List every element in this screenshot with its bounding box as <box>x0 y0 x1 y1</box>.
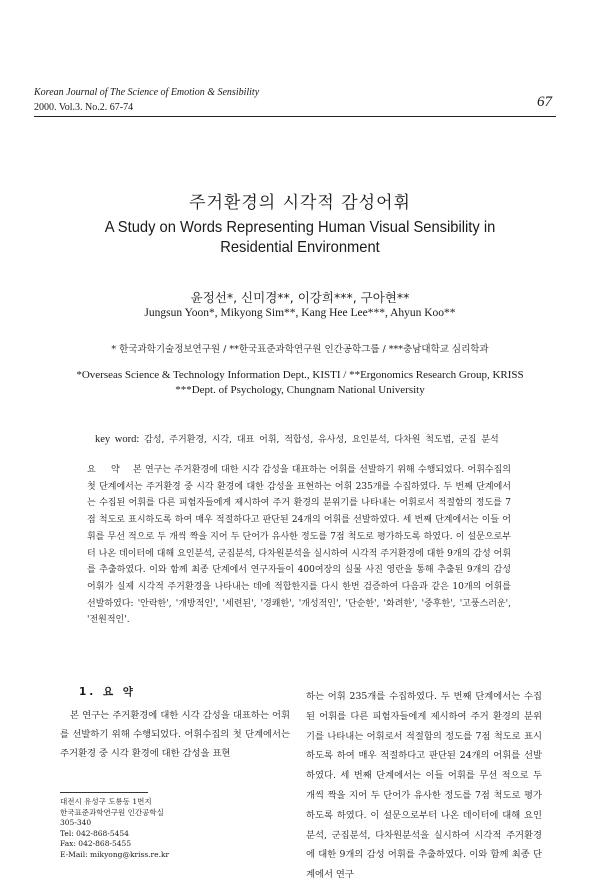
page-number: 67 <box>537 94 552 110</box>
affiliation-line-1: *Overseas Science & Technology Information Dept., KISTI / **Ergonomics Research Group, KRISS <box>76 369 524 381</box>
title-korean: 주거환경의 시각적 감성어휘 <box>189 193 411 213</box>
affiliations-english <box>0 368 600 398</box>
keywords <box>95 432 499 445</box>
authors-english: Jungsun Yoon*, Mikyong Sim**, Kang Hee Lee***, Ahyun Koo** <box>144 307 456 319</box>
journal-name: Korean Journal of The Science of Emotion & Sensibility <box>34 87 260 98</box>
abstract <box>87 462 511 629</box>
body-right-column: 하는 어휘 235개를 수집하였다. 두 번째 단계에서는 수집된 어휘를 다른 피험자들에게 제시하여 주거 환경의 분위기를 나타내는 어휘로서 적절함의 정도를 7점 척도로 표시하도록 하여 매우 적절하다고 판단된 24개의 어휘를 선발하였다. 세 번째 단계에서는 이들 어휘를 무선 적으로 두 개씩 짝을 지어 두 단어가 유사한 정도를 7점 척도로 평가하도록 하였다. 이 설문으로부터 나온 데이터에 대해 요인분석, 군집분석, 다차원분석을 실시하여 시각적 주거환경에 대한 9개의 감성 어휘를 추출하였다. 이와 함께 최종 단계에서 연구 <box>306 691 542 881</box>
keywords-text: 감성, 주거환경, 시각, 대표 어휘, 적합성, 유사성, 요인분석, 다차원 척도법, 군집 분석 <box>144 435 499 445</box>
footnote-rule <box>60 792 148 793</box>
affiliations-korean: * 한국과학기술정보연구원 / **한국표준과학연구원 인간공학그룹 / ***충남대학교 심리학과 <box>111 344 489 355</box>
body-left-column: 본 연구는 주거환경에 대한 시각 감성을 대표하는 어휘를 선발하기 위해 수행되었다. 어휘수집의 첫 단계에서는 주거환경 중 시각 환경에 대한 감성을 표현 <box>60 710 290 759</box>
authors-korean: 윤정선*, 신미경**, 이강희***, 구아현** <box>190 290 410 305</box>
section-heading: 1. 요 약 <box>79 686 136 698</box>
journal-volume: 2000. Vol.3. No.2. 67-74 <box>34 102 134 113</box>
keywords-label: key word: <box>95 434 140 445</box>
abstract-label: 요 약 <box>87 465 126 475</box>
header-rule <box>34 116 556 117</box>
affiliation-line-2: ***Dept. of Psychology, Chungnam National University <box>175 384 425 396</box>
footnote-contact: 대전시 유성구 도룡동 1번지 한국표준과학연구원 인간공학실 305-340 Tel: 042-868-5454 Fax: 042-868-5455 E-Mail: mikyong@kriss.re.kr <box>60 797 170 859</box>
title-english: A Study on Words Representing Human Visual Sensibility in Residential Environment <box>104 219 496 256</box>
abstract-text: 본 연구는 주거환경에 대한 시각 감성을 대표하는 어휘를 선발하기 위해 수행되었다. 어휘수집의 첫 단계에서는 주거환경 중 시각 환경에 대한 감성을 표현하는 어휘 235개를 수집하였다. 두 번째 단계에서는 수집된 어휘를 다른 피험자들에게 제시하여 주거 환경의 분위기를 나타내는 어휘로서 적절함의 정도를 7점 척도로 표시하도록 하여 매우 적절하다고 판단된 24개의 어휘를 선발하였다. 세 번째 단계에서는 이들 어휘를 무선 적으로 두 개씩 짝을 지어 두 단어가 유사한 정도를 7점 척도로 평가하도록 하였다. 이 설문으로부터 나온 데이터에 대해 요인분석, 군집분석, 다차원분석을 실시하여 시각적 주거환경에 대한 9개의 감성 어휘를 추출하였다. 이와 함께 최종 단계에서 연구자들이 400여장의 실물 사진 영란을 통해 추출된 9개의 감성 어휘가 실제 시각적 주거환경을 나타내는 데에 적합한지를 다시 한번 검증하여 다음과 같은 10개의 어휘를 선발하였다: '안락한', '개방적인', '세련된', '경쾌한', '개성적인', '단순한', '화려한', '중후한', '고풍스러운', '전원적인'. <box>87 465 511 626</box>
